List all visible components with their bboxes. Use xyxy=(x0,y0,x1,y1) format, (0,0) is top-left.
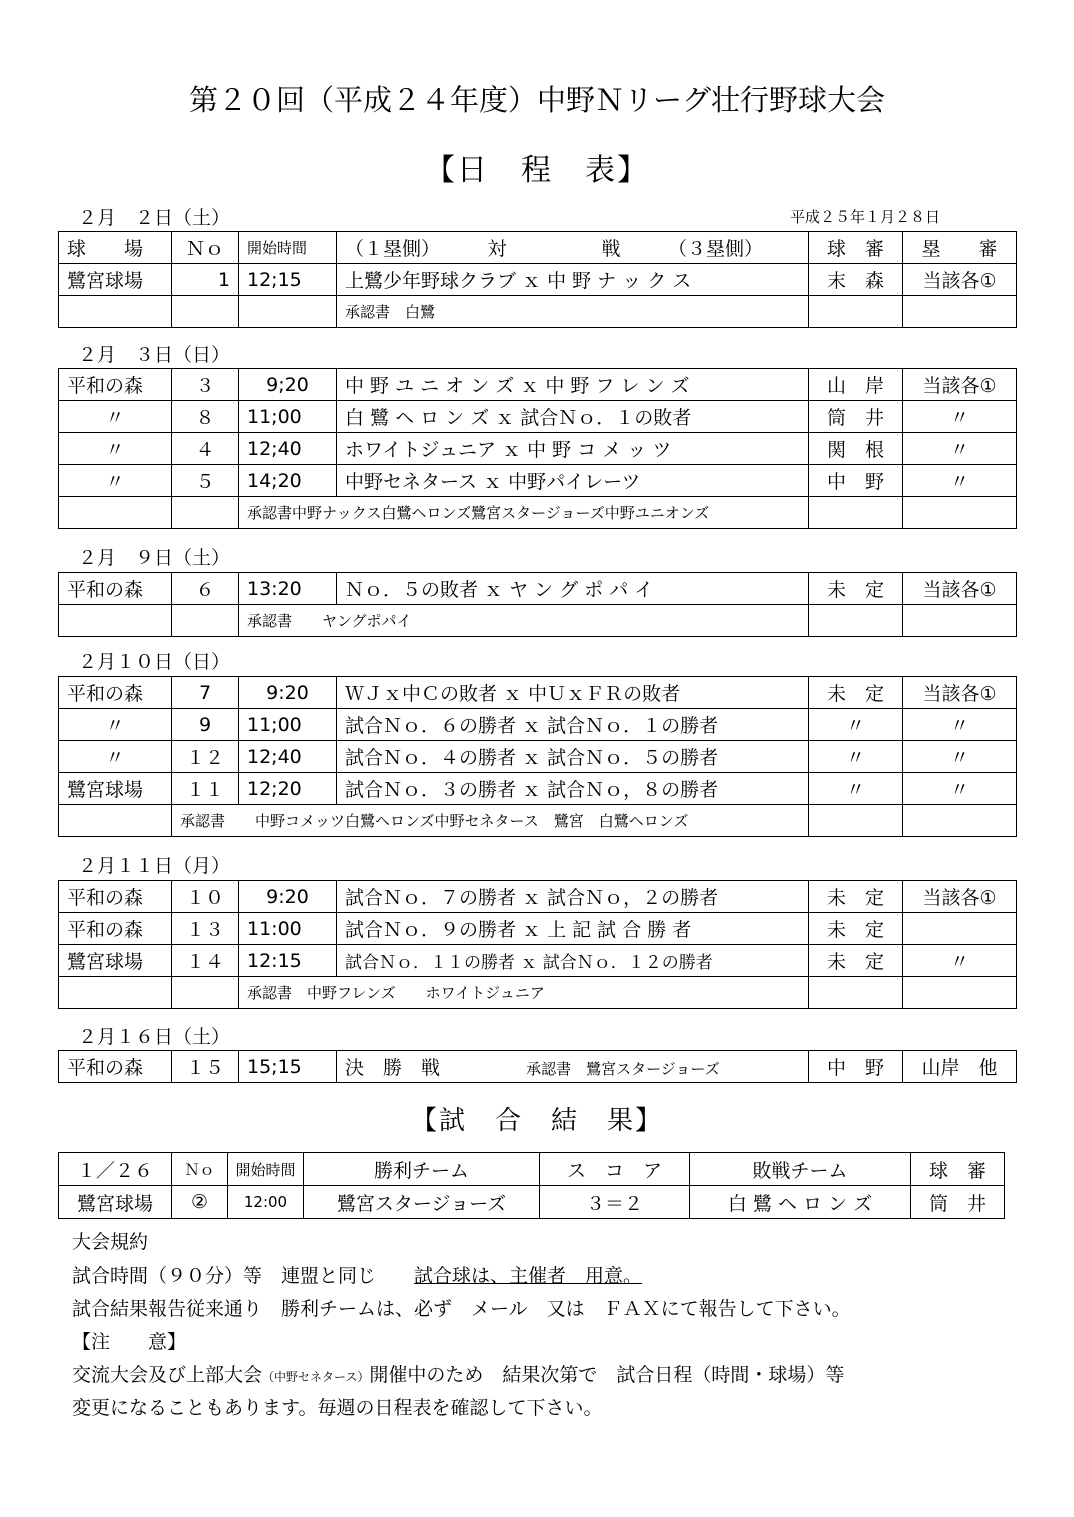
game-time: 9;20 xyxy=(239,369,337,401)
game-umpire: 未 定 xyxy=(809,881,903,913)
game-time: 11;00 xyxy=(239,401,337,433)
game-umpire: 〃 xyxy=(809,773,903,805)
game-umpire: 末 森 xyxy=(809,264,903,296)
notice-small-note: （中野セネタース） xyxy=(262,1370,370,1384)
result-field: 鷺宮球場 xyxy=(59,1186,172,1219)
result-loser: 白 鷺 ヘ ロ ン ズ xyxy=(690,1186,911,1219)
game-umpire: 中 野 xyxy=(809,465,903,497)
approval-row xyxy=(59,977,1017,1009)
notice-text: 開催中のため 結果次第で 試合日程（時間・球場）等 xyxy=(369,1364,845,1386)
day-date: ２月１６日（土） xyxy=(78,1026,231,1048)
game-match: 試合Ｎｏ．７の勝者 ｘ 試合Ｎｏ，２の勝者 xyxy=(337,881,809,913)
game-umpire: 未 定 xyxy=(809,677,903,709)
game-field: 鷺宮球場 xyxy=(59,264,172,296)
game-time: 12;20 xyxy=(239,773,337,805)
rules-line xyxy=(72,1261,642,1288)
approval-row xyxy=(59,605,1017,637)
approval-note: 承認書 ヤングポパイ xyxy=(239,605,809,637)
game-field: 平和の森 xyxy=(59,1051,172,1083)
game-umpire: 中 野 xyxy=(809,1051,903,1083)
result-time: 12:00 xyxy=(228,1186,304,1219)
table-row xyxy=(59,677,1017,709)
game-match: 試合Ｎｏ．３の勝者 ｘ 試合Ｎｏ，８の勝者 xyxy=(337,773,809,805)
schedule-table-day1 xyxy=(58,231,1017,328)
day-date: ２月 ９日（土） xyxy=(78,547,231,569)
header-no: Ｎｏ xyxy=(172,232,239,264)
game-no: １１ xyxy=(172,773,239,805)
schedule-table-day5 xyxy=(58,880,1017,1009)
game-base-umpire: 当該各① xyxy=(903,573,1017,605)
game-no: ５ xyxy=(172,465,239,497)
game-no: １３ xyxy=(172,913,239,945)
header-match: （１塁側） 対 戦 （３塁側） xyxy=(337,232,809,264)
schedule-table-day4 xyxy=(58,676,1017,837)
game-base-umpire: 〃 xyxy=(903,945,1017,977)
day-date: ２月１０日（日） xyxy=(78,651,231,673)
results-header-date: １／２６ xyxy=(59,1153,172,1186)
game-umpire: 関 根 xyxy=(809,433,903,465)
rules-line: 試合結果報告従来通り 勝利チームは、必ず メール 又は ＦＡＸにて報告して下さい。 xyxy=(72,1298,851,1320)
schedule-heading: 【日 程 表】 xyxy=(425,153,649,188)
table-row xyxy=(59,945,1017,977)
schedule-table-day2 xyxy=(58,368,1017,529)
game-no: １０ xyxy=(172,881,239,913)
table-row xyxy=(59,709,1017,741)
approval-row xyxy=(59,497,1017,529)
results-header-score: ス コ ア xyxy=(540,1153,690,1186)
game-base-umpire: 当該各① xyxy=(903,677,1017,709)
game-no: ６ xyxy=(172,573,239,605)
result-umpire: 筒 井 xyxy=(911,1186,1005,1219)
game-no: １５ xyxy=(172,1051,239,1083)
game-match: 試合Ｎｏ．４の勝者 ｘ 試合Ｎｏ．５の勝者 xyxy=(337,741,809,773)
game-time: 13:20 xyxy=(239,573,337,605)
game-field: 〃 xyxy=(59,741,172,773)
results-header-winner: 勝利チーム xyxy=(304,1153,540,1186)
game-match: Ｎｏ．５の敗者 ｘ ヤ ン グ ポ パ イ xyxy=(337,573,809,605)
game-no: 7 xyxy=(172,677,239,709)
game-umpire: 筒 井 xyxy=(809,401,903,433)
day-date: ２月 ２日（土） xyxy=(78,207,231,229)
page-title: 第２０回（平成２４年度）中野Ｎリーグ壮行野球大会 xyxy=(188,83,885,117)
game-match: 白 鷺 ヘ ロ ン ズ ｘ 試合Ｎｏ．１の敗者 xyxy=(337,401,809,433)
game-umpire: 未 定 xyxy=(809,945,903,977)
approval-note: 承認書 中野コメッツ白鷺ヘロンズ中野セネタース 鷺宮 白鷺ヘロンズ xyxy=(172,805,809,837)
game-base-umpire: 当該各① xyxy=(903,881,1017,913)
game-field: 〃 xyxy=(59,401,172,433)
game-field: 〃 xyxy=(59,433,172,465)
game-umpire: 未 定 xyxy=(809,573,903,605)
results-heading: 【試 合 結 果】 xyxy=(410,1106,663,1136)
game-base-umpire: 〃 xyxy=(903,401,1017,433)
game-field: 鷺宮球場 xyxy=(59,945,172,977)
game-match: ＷＪｘ中Ｃの敗者 ｘ 中ＵｘＦＲの敗者 xyxy=(337,677,809,709)
game-field: 平和の森 xyxy=(59,369,172,401)
schedule-table-day6 xyxy=(58,1050,1017,1083)
game-match: 試合Ｎｏ．６の勝者 ｘ 試合Ｎｏ．１の勝者 xyxy=(337,709,809,741)
result-score: ３＝２ xyxy=(540,1186,690,1219)
schedule-table-day3 xyxy=(58,572,1017,637)
game-no: ３ xyxy=(172,369,239,401)
game-base-umpire: 〃 xyxy=(903,741,1017,773)
approval-note: 承認書中野ナックス白鷺ヘロンズ鷺宮スタージョーズ中野ユニオンズ xyxy=(239,497,809,529)
game-time: 9:20 xyxy=(239,677,337,709)
game-match: ホワイトジュニア ｘ 中 野 コ メ ッ ツ xyxy=(337,433,809,465)
game-base-umpire: 〃 xyxy=(903,433,1017,465)
game-no: １２ xyxy=(172,741,239,773)
game-time: 9:20 xyxy=(239,881,337,913)
notice-text: 交流大会及び上部大会 xyxy=(72,1364,263,1386)
game-base-umpire: 〃 xyxy=(903,709,1017,741)
game-time: 11:00 xyxy=(239,913,337,945)
header-time: 開始時間 xyxy=(239,232,337,264)
approval-note: 承認書 中野フレンズ ホワイトジュニア xyxy=(239,977,809,1009)
game-no: ８ xyxy=(172,401,239,433)
game-time: 11;00 xyxy=(239,709,337,741)
approval-note: 承認書 白鷺 xyxy=(337,296,809,328)
game-match xyxy=(337,1051,809,1083)
notice-line: 変更になることもあります。毎週の日程表を確認して下さい。 xyxy=(72,1397,603,1419)
final-approval-note: 承認書 鷺宮スタージョーズ xyxy=(526,1060,720,1078)
rules-heading: 大会規約 xyxy=(72,1231,149,1253)
document-date: 平成２５年１月２８日 xyxy=(790,208,941,226)
game-base-umpire: 当該各① xyxy=(903,264,1017,296)
game-umpire: 山 岸 xyxy=(809,369,903,401)
game-time: 12:15 xyxy=(239,945,337,977)
approval-row xyxy=(59,296,1017,328)
game-base-umpire: 山岸 他 xyxy=(903,1051,1017,1083)
table-header-row xyxy=(59,232,1017,264)
table-row xyxy=(59,913,1017,945)
day-date: ２月 ３日（日） xyxy=(78,344,231,366)
rules-ball-note: 試合球は、主催者 用意。 xyxy=(414,1265,643,1287)
game-base-umpire: 当該各① xyxy=(903,369,1017,401)
game-base-umpire xyxy=(903,913,1017,945)
game-time: 12;40 xyxy=(239,433,337,465)
game-time: 12;40 xyxy=(239,741,337,773)
table-row xyxy=(59,433,1017,465)
game-field: 鷺宮球場 xyxy=(59,773,172,805)
game-field: 平和の森 xyxy=(59,573,172,605)
game-time: 15;15 xyxy=(239,1051,337,1083)
table-row xyxy=(59,401,1017,433)
game-field: 平和の森 xyxy=(59,677,172,709)
results-header-umpire: 球 審 xyxy=(911,1153,1005,1186)
table-row xyxy=(59,1051,1017,1083)
results-table xyxy=(58,1152,1005,1219)
rules-line-text: 試合時間（９０分）等 連盟と同じ xyxy=(72,1265,415,1287)
game-match: 試合Ｎｏ．９の勝者 ｘ 上 記 試 合 勝 者 xyxy=(337,913,809,945)
game-match: 試合Ｎｏ．１１の勝者 ｘ 試合Ｎｏ．１２の勝者 xyxy=(337,945,809,977)
game-umpire: 未 定 xyxy=(809,913,903,945)
table-row xyxy=(59,369,1017,401)
game-field: 平和の森 xyxy=(59,913,172,945)
result-no: ② xyxy=(172,1186,228,1219)
game-match: 上鷺少年野球クラブ ｘ 中 野 ナ ッ ク ス xyxy=(337,264,809,296)
header-base-umpire: 塁 審 xyxy=(903,232,1017,264)
game-field: 〃 xyxy=(59,465,172,497)
results-header-loser: 敗戦チーム xyxy=(690,1153,911,1186)
table-row xyxy=(59,1186,1005,1219)
game-base-umpire: 〃 xyxy=(903,773,1017,805)
game-field: 平和の森 xyxy=(59,881,172,913)
table-row xyxy=(59,773,1017,805)
game-no: １４ xyxy=(172,945,239,977)
notice-heading: 【注 意】 xyxy=(72,1331,187,1353)
table-header-row xyxy=(59,1153,1005,1186)
game-time: 14;20 xyxy=(239,465,337,497)
results-header-no: Ｎｏ xyxy=(172,1153,228,1186)
approval-row xyxy=(59,805,1017,837)
game-match: 中野セネタース ｘ 中野パイレーツ xyxy=(337,465,809,497)
results-header-time: 開始時間 xyxy=(228,1153,304,1186)
table-row xyxy=(59,264,1017,296)
game-base-umpire: 〃 xyxy=(903,465,1017,497)
game-no: 9 xyxy=(172,709,239,741)
table-row xyxy=(59,573,1017,605)
day-date: ２月１１日（月） xyxy=(78,855,231,877)
final-match-label: 決 勝 戦 xyxy=(345,1057,441,1079)
header-umpire: 球 審 xyxy=(809,232,903,264)
game-time: 12;15 xyxy=(239,264,337,296)
game-umpire: 〃 xyxy=(809,741,903,773)
result-winner: 鷺宮スタージョーズ xyxy=(304,1186,540,1219)
game-no: ４ xyxy=(172,433,239,465)
game-no: 1 xyxy=(172,264,239,296)
table-row xyxy=(59,741,1017,773)
game-match: 中 野 ユ ニ オ ン ズ ｘ 中 野 フ レ ン ズ xyxy=(337,369,809,401)
notice-line xyxy=(72,1360,844,1387)
header-field: 球 場 xyxy=(59,232,172,264)
game-field: 〃 xyxy=(59,709,172,741)
table-row xyxy=(59,465,1017,497)
game-umpire: 〃 xyxy=(809,709,903,741)
table-row xyxy=(59,881,1017,913)
